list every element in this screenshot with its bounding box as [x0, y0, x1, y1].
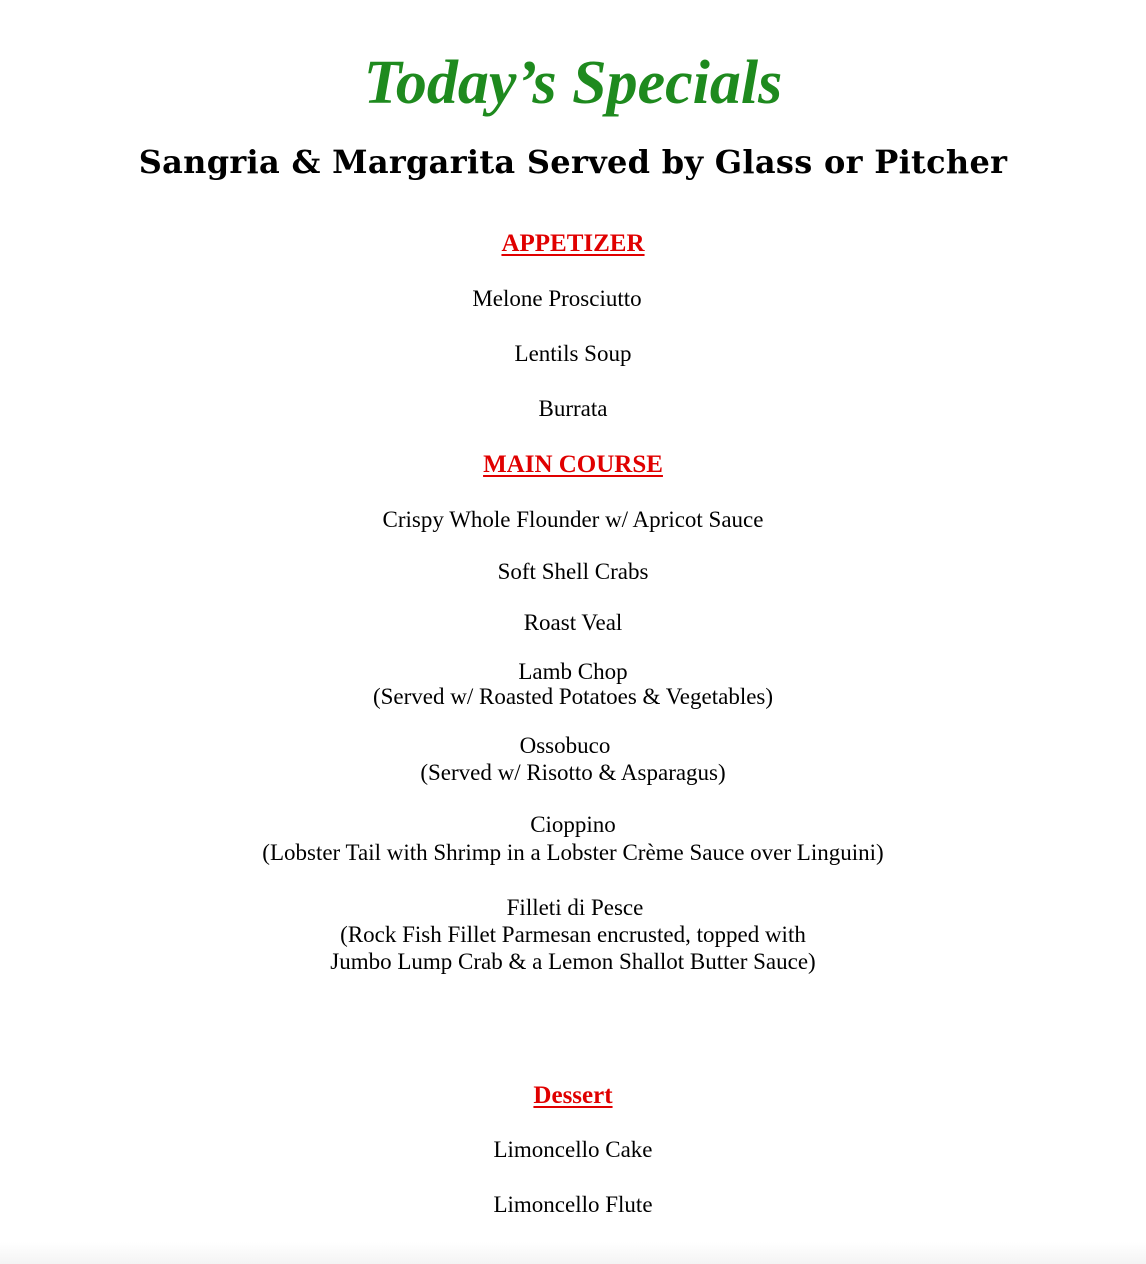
- page-subtitle: Sangria & Margarita Served by Glass or Pitcher: [138, 143, 1008, 181]
- appetizer-heading: APPETIZER: [501, 230, 645, 257]
- menu-item: Limoncello Flute: [493, 1192, 653, 1217]
- page-bottom-edge: [0, 1242, 1146, 1264]
- menu-item: Filleti di Pesce: [506, 895, 644, 920]
- main-course-heading: MAIN COURSE: [483, 451, 663, 478]
- menu-item-note: (Rock Fish Fillet Parmesan encrusted, topped with: [340, 922, 806, 947]
- menu-item: Limoncello Cake: [493, 1137, 653, 1162]
- menu-item: Crispy Whole Flounder w/ Apricot Sauce: [382, 507, 764, 532]
- menu-item: Lamb Chop: [518, 659, 628, 684]
- menu-item-note: (Served w/ Risotto & Asparagus): [420, 760, 726, 785]
- menu-item: Burrata: [538, 396, 608, 421]
- menu-item-note: (Lobster Tail with Shrimp in a Lobster Crème Sauce over Linguini): [262, 840, 884, 865]
- menu-item: Melone Prosciutto: [472, 286, 642, 311]
- menu-item: Lentils Soup: [514, 341, 632, 366]
- menu-item-note: Jumbo Lump Crab & a Lemon Shallot Butter Sauce): [330, 949, 816, 974]
- menu-item: Cioppino: [530, 812, 616, 837]
- menu-item: Ossobuco: [519, 733, 611, 758]
- menu-item: Roast Veal: [523, 610, 623, 635]
- menu-item-note: (Served w/ Roasted Potatoes & Vegetables): [372, 684, 774, 709]
- menu-item: Soft Shell Crabs: [497, 559, 649, 584]
- page-title: Today’s Specials: [363, 49, 783, 117]
- dessert-heading: Dessert: [533, 1082, 613, 1109]
